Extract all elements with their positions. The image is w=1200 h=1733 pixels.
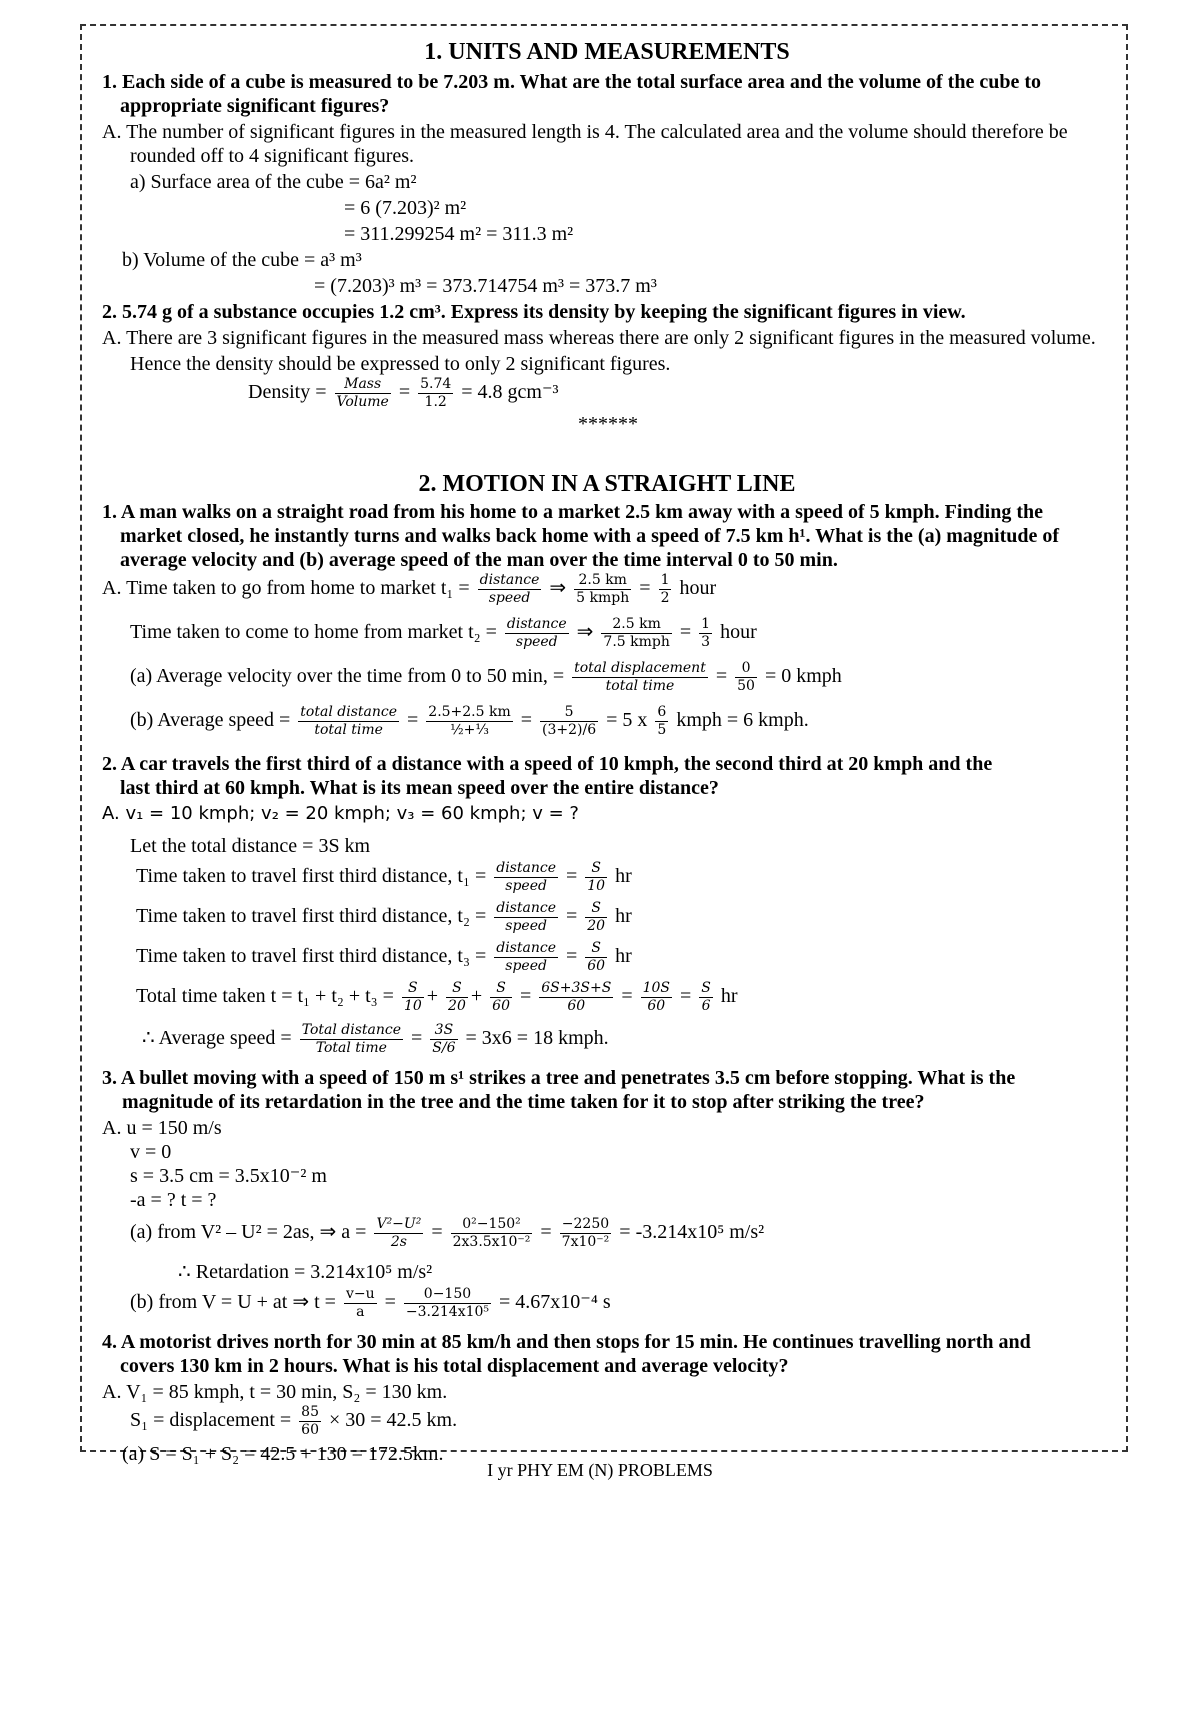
fraction (560, 1216, 612, 1251)
fraction-denominator: 20 (448, 998, 466, 1014)
fraction-numerator: 6 (657, 704, 667, 720)
fraction (505, 616, 569, 651)
fraction-numerator: 0−150 (404, 1286, 491, 1304)
fraction-numerator: 85 (301, 1404, 319, 1420)
fraction (574, 572, 631, 607)
given-values: -a = ? t = ? (130, 1189, 217, 1211)
fraction-numerator: S (585, 940, 607, 958)
fraction-denominator: Volume (336, 394, 389, 410)
fraction-denominator: 60 (567, 998, 586, 1014)
fraction-numerator: 1 (701, 616, 711, 632)
fraction (478, 572, 542, 607)
fraction-numerator: distance (496, 900, 556, 916)
fraction-denominator: 60 (587, 958, 606, 974)
fraction-numerator: 0 (735, 660, 757, 678)
equation-line: Time taken to travel first third distance, t₁ = $\frac{\text{distance}}{\text{speed}}$ = $\frac{S}{10}$ hr (136, 860, 632, 894)
equation-line: (a) from V² – U² = 2as, ⇒ a = $\frac{\text{V²−U²}}{2s}$ = $\frac{\text{0²−150²}}{\text{2x3.5x10⁻²}}$ = $\frac{-2250}{\text{7x10⁻²}}$ = -3.214x10⁵ m/s² (130, 1216, 765, 1250)
fraction (585, 940, 607, 975)
equation-result: = 4.8 gcm⁻³ (461, 381, 559, 404)
section-separator: ****** (578, 413, 638, 435)
fraction-numerator: 3S (430, 1022, 457, 1040)
equation-line: = 6 (7.203)² m² (344, 197, 467, 219)
answer-text: A. There are 3 significant figures in the measured mass whereas there are only 2 significant figures in the measured volume. (102, 327, 1096, 349)
equation-line: ∴ Retardation = 3.214x10⁵ m/s² (178, 1261, 433, 1283)
given-values: v = 0 (130, 1141, 172, 1163)
fraction-denominator: 50 (737, 678, 755, 694)
fraction-numerator: distance (496, 940, 556, 956)
fraction-numerator: distance (479, 572, 540, 588)
fraction (344, 1286, 377, 1321)
fraction-denominator: 60 (301, 1422, 319, 1438)
fraction-denominator: 60 (647, 998, 666, 1014)
fraction-numerator: distance (496, 860, 556, 876)
fraction-denominator: 60 (492, 998, 510, 1014)
equation-line: Time taken to come to home from market t₂ = $\frac{\text{distance}}{\text{speed}}$ ⇒ $\frac{2.5 km}{\text{7.5 kmph}}$ = $\frac{1}{3}$ hour (130, 616, 757, 650)
equation-line: (a) S = S₁ + S₂ = 42.5 + 130 = 172.5km. (122, 1443, 444, 1465)
fraction (494, 940, 558, 975)
fraction (585, 860, 607, 895)
equation-line: (a) Average velocity over the time from 0 to 50 min, = $\frac{\text{total displacement}}{\text{total time}}$ = $\frac{0}{50}$ = 0 kmph (130, 660, 842, 694)
fraction (540, 704, 598, 739)
fraction-denominator: total time (314, 722, 383, 738)
fraction-denominator: (3+2)/6 (542, 722, 597, 738)
fraction-numerator: −2250 (560, 1216, 612, 1234)
fraction (699, 980, 713, 1015)
fraction-numerator: 5 (540, 704, 598, 722)
given-values: A. v₁ = 10 kmph; v₂ = 20 kmph; v₃ = 60 kmph; v = ? (102, 803, 579, 824)
question-text: last third at 60 kmph. What is its mean speed over the entire distance? (120, 777, 719, 799)
fraction-numerator: 10S (642, 980, 671, 996)
fraction-numerator: total distance (300, 704, 397, 720)
fraction-numerator: Mass (335, 376, 391, 394)
fraction-numerator: distance (506, 616, 567, 632)
fraction (539, 980, 613, 1015)
fraction-denominator: S/6 (432, 1040, 456, 1056)
fraction-denominator: −3.214x10⁵ (405, 1304, 490, 1320)
equation-line: Let the total distance = 3S km (130, 835, 371, 857)
question-text: appropriate significant figures? (120, 95, 390, 117)
fraction (374, 1216, 423, 1251)
fraction-numerator: total displacement (574, 660, 706, 676)
fraction-numerator: 2.5+2.5 km (428, 704, 511, 720)
fraction (585, 900, 607, 935)
page-footer: I yr PHY EM (N) PROBLEMS (487, 1460, 713, 1480)
fraction-denominator: speed (515, 634, 558, 650)
fraction (430, 1022, 457, 1057)
fraction-numerator: v−u (345, 1286, 375, 1302)
question-text: 2. 5.74 g of a substance occupies 1.2 cm³. Express its density by keeping the significant figures in view. (102, 301, 966, 323)
section-title-units: 1. UNITS AND MEASUREMENTS (424, 39, 790, 65)
fraction-denominator: 6 (701, 998, 711, 1014)
fraction-denominator: speed (505, 958, 547, 974)
question-text: 2. A car travels the first third of a distance with a speed of 10 kmph, the second third at 20 kmph and the (102, 753, 993, 775)
question-text: 1. A man walks on a straight road from his home to a market 2.5 km away with a speed of 5 kmph. Finding the (102, 501, 1044, 523)
fraction-denominator: a (356, 1304, 365, 1320)
question-text: 3. A bullet moving with a speed of 150 m s¹ strikes a tree and penetrates 3.5 cm before stopping. What is the (102, 1067, 1016, 1089)
density-equation: Density = $\frac{\text{Mass}}{\text{Volume}}$ = $\frac{5.74}{1.2}$ = 4.8 gcm⁻³ (248, 376, 559, 410)
fraction (494, 860, 558, 895)
fraction (418, 376, 453, 411)
question-text: covers 130 km in 2 hours. What is his total displacement and average velocity? (120, 1355, 789, 1377)
fraction-numerator: V²−U² (376, 1216, 422, 1232)
equation-line: Total time taken t = t₁ + t₂ + t₃ = $\frac{S}{10}$ + $\frac{S}{20}$ + $\frac{S}{60}$ = $\frac{6S+3S+S}{60}$ = $\frac{10S}{60}$ = $\frac{S}{6}$ hr (136, 980, 738, 1014)
fraction (699, 616, 712, 651)
question-text: average velocity and (b) average speed of the man over the time interval 0 to 50 min. (120, 549, 838, 571)
fraction-numerator: S (585, 860, 607, 878)
fraction-denominator: total time (605, 678, 675, 694)
fraction-denominator: 5 (657, 722, 667, 738)
equation-line: S₁ = displacement = $\frac{85}{60}$ × 30 = 42.5 km. (130, 1404, 458, 1438)
equation-line: ∴ Average speed = $\frac{\text{Total distance}}{\text{Total time}}$ = $\frac{3S}{S/6}$ = 3x6 = 18 kmph. (142, 1022, 609, 1056)
question-text: 4. A motorist drives north for 30 min at 85 km/h and then stops for 15 min. He continues travelling north and (102, 1331, 1031, 1353)
fraction (298, 704, 399, 739)
fraction (451, 1216, 533, 1251)
equation-line: Time taken to travel first third distance, t₂ = $\frac{\text{distance}}{\text{speed}}$ = $\frac{S}{20}$ hr (136, 900, 632, 934)
equation-line: A. Time taken to go from home to market t₁ = $\frac{\text{distance}}{\text{speed}}$ ⇒ $\frac{2.5 km}{\text{5 kmph}}$ = $\frac{1}{2}$ hour (102, 572, 717, 606)
equation-label: Density = (248, 381, 327, 404)
fraction-denominator: 10 (587, 878, 606, 894)
fraction-denominator: 2 (660, 590, 670, 606)
answer-text: A. The number of significant figures in the measured length is 4. The calculated area and the volume should therefore be (102, 121, 1068, 143)
fraction (572, 660, 708, 695)
fraction-denominator: 20 (587, 918, 606, 934)
question-text: 1. Each side of a cube is measured to be 7.203 m. What are the total surface area and the volume of the cube to (102, 71, 1042, 93)
fraction (404, 1286, 491, 1321)
fraction (299, 1404, 321, 1439)
given-values: s = 3.5 cm = 3.5x10⁻² m (130, 1165, 327, 1187)
fraction-denominator: 3 (701, 634, 711, 650)
fraction-numerator: S (585, 900, 607, 918)
fraction-numerator: 1 (660, 572, 670, 588)
given-values: A. V₁ = 85 kmph, t = 30 min, S₂ = 130 km. (102, 1381, 448, 1403)
section-title-motion: 2. MOTION IN A STRAIGHT LINE (418, 471, 796, 497)
equation-line: = (7.203)³ m³ = 373.714754 m³ = 373.7 m³ (314, 275, 657, 297)
question-text: market closed, he instantly turns and walks back home with a speed of 7.5 km h¹. What is the (a) magnitude of (120, 525, 1060, 547)
fraction-denominator: Total time (315, 1040, 387, 1056)
fraction-denominator: 7.5 kmph (603, 634, 670, 650)
fraction-numerator: 5.74 (420, 376, 452, 392)
fraction (402, 980, 424, 1015)
equation-line: a) Surface area of the cube = 6a² m² (130, 171, 417, 193)
answer-text: rounded off to 4 significant figures. (130, 145, 415, 167)
fraction-numerator: S (402, 980, 424, 998)
fraction-denominator: speed (505, 918, 547, 934)
fraction (735, 660, 757, 695)
fraction (494, 900, 558, 935)
fraction-denominator: 2s (390, 1234, 407, 1250)
given-values: A. u = 150 m/s (102, 1117, 222, 1139)
fraction (300, 1022, 403, 1057)
fraction-denominator: ½+⅓ (450, 722, 489, 738)
fraction-denominator: 1.2 (424, 394, 447, 410)
fraction (655, 704, 668, 739)
equation-line: (b) from V = U + at ⇒ t = $\frac{v-u}{a}$ = $\frac{0-150}{\text{−3.214x10⁵}}$ = 4.67x10⁻⁴ s (130, 1286, 611, 1320)
equation-line: = 311.299254 m² = 311.3 m² (344, 223, 574, 245)
fraction (335, 376, 391, 411)
fraction-numerator: 6S+3S+S (541, 980, 612, 996)
fraction-denominator: 10 (403, 998, 422, 1014)
fraction-numerator: S (490, 980, 512, 998)
fraction-denominator: speed (488, 590, 531, 606)
fraction (446, 980, 468, 1015)
fraction (601, 616, 671, 651)
equation-line: (b) Average speed = $\frac{\text{total distance}}{\text{total time}}$ = $\frac{2.5+2.5 km}{\text{½+⅓}}$ = $\frac{5}{(3+2)/6}$ = 5 x $\frac{6}{5}$ kmph = 6 kmph. (130, 704, 809, 738)
question-text: magnitude of its retardation in the tree and the time taken for it to stop after striking the tree? (122, 1091, 925, 1113)
equation-line: Time taken to travel first third distance, t₃ = $\frac{\text{distance}}{\text{speed}}$ = $\frac{S}{60}$ hr (136, 940, 632, 974)
fraction-numerator: 2.5 km (574, 572, 631, 590)
fraction (426, 704, 512, 739)
fraction-numerator: Total distance (301, 1022, 402, 1038)
answer-text: Hence the density should be expressed to only 2 significant figures. (130, 353, 671, 375)
fraction-numerator: 0²−150² (451, 1216, 533, 1234)
equation-line: b) Volume of the cube = a³ m³ (122, 249, 362, 271)
fraction-denominator: 7x10⁻² (561, 1234, 610, 1250)
fraction (641, 980, 672, 1015)
fraction (659, 572, 672, 607)
fraction (490, 980, 512, 1015)
fraction-denominator: speed (505, 878, 547, 894)
fraction-numerator: 2.5 km (601, 616, 671, 634)
fraction-denominator: 5 kmph (576, 590, 630, 606)
fraction-numerator: S (446, 980, 468, 998)
fraction-numerator: S (701, 980, 711, 996)
fraction-denominator: 2x3.5x10⁻² (452, 1234, 531, 1250)
